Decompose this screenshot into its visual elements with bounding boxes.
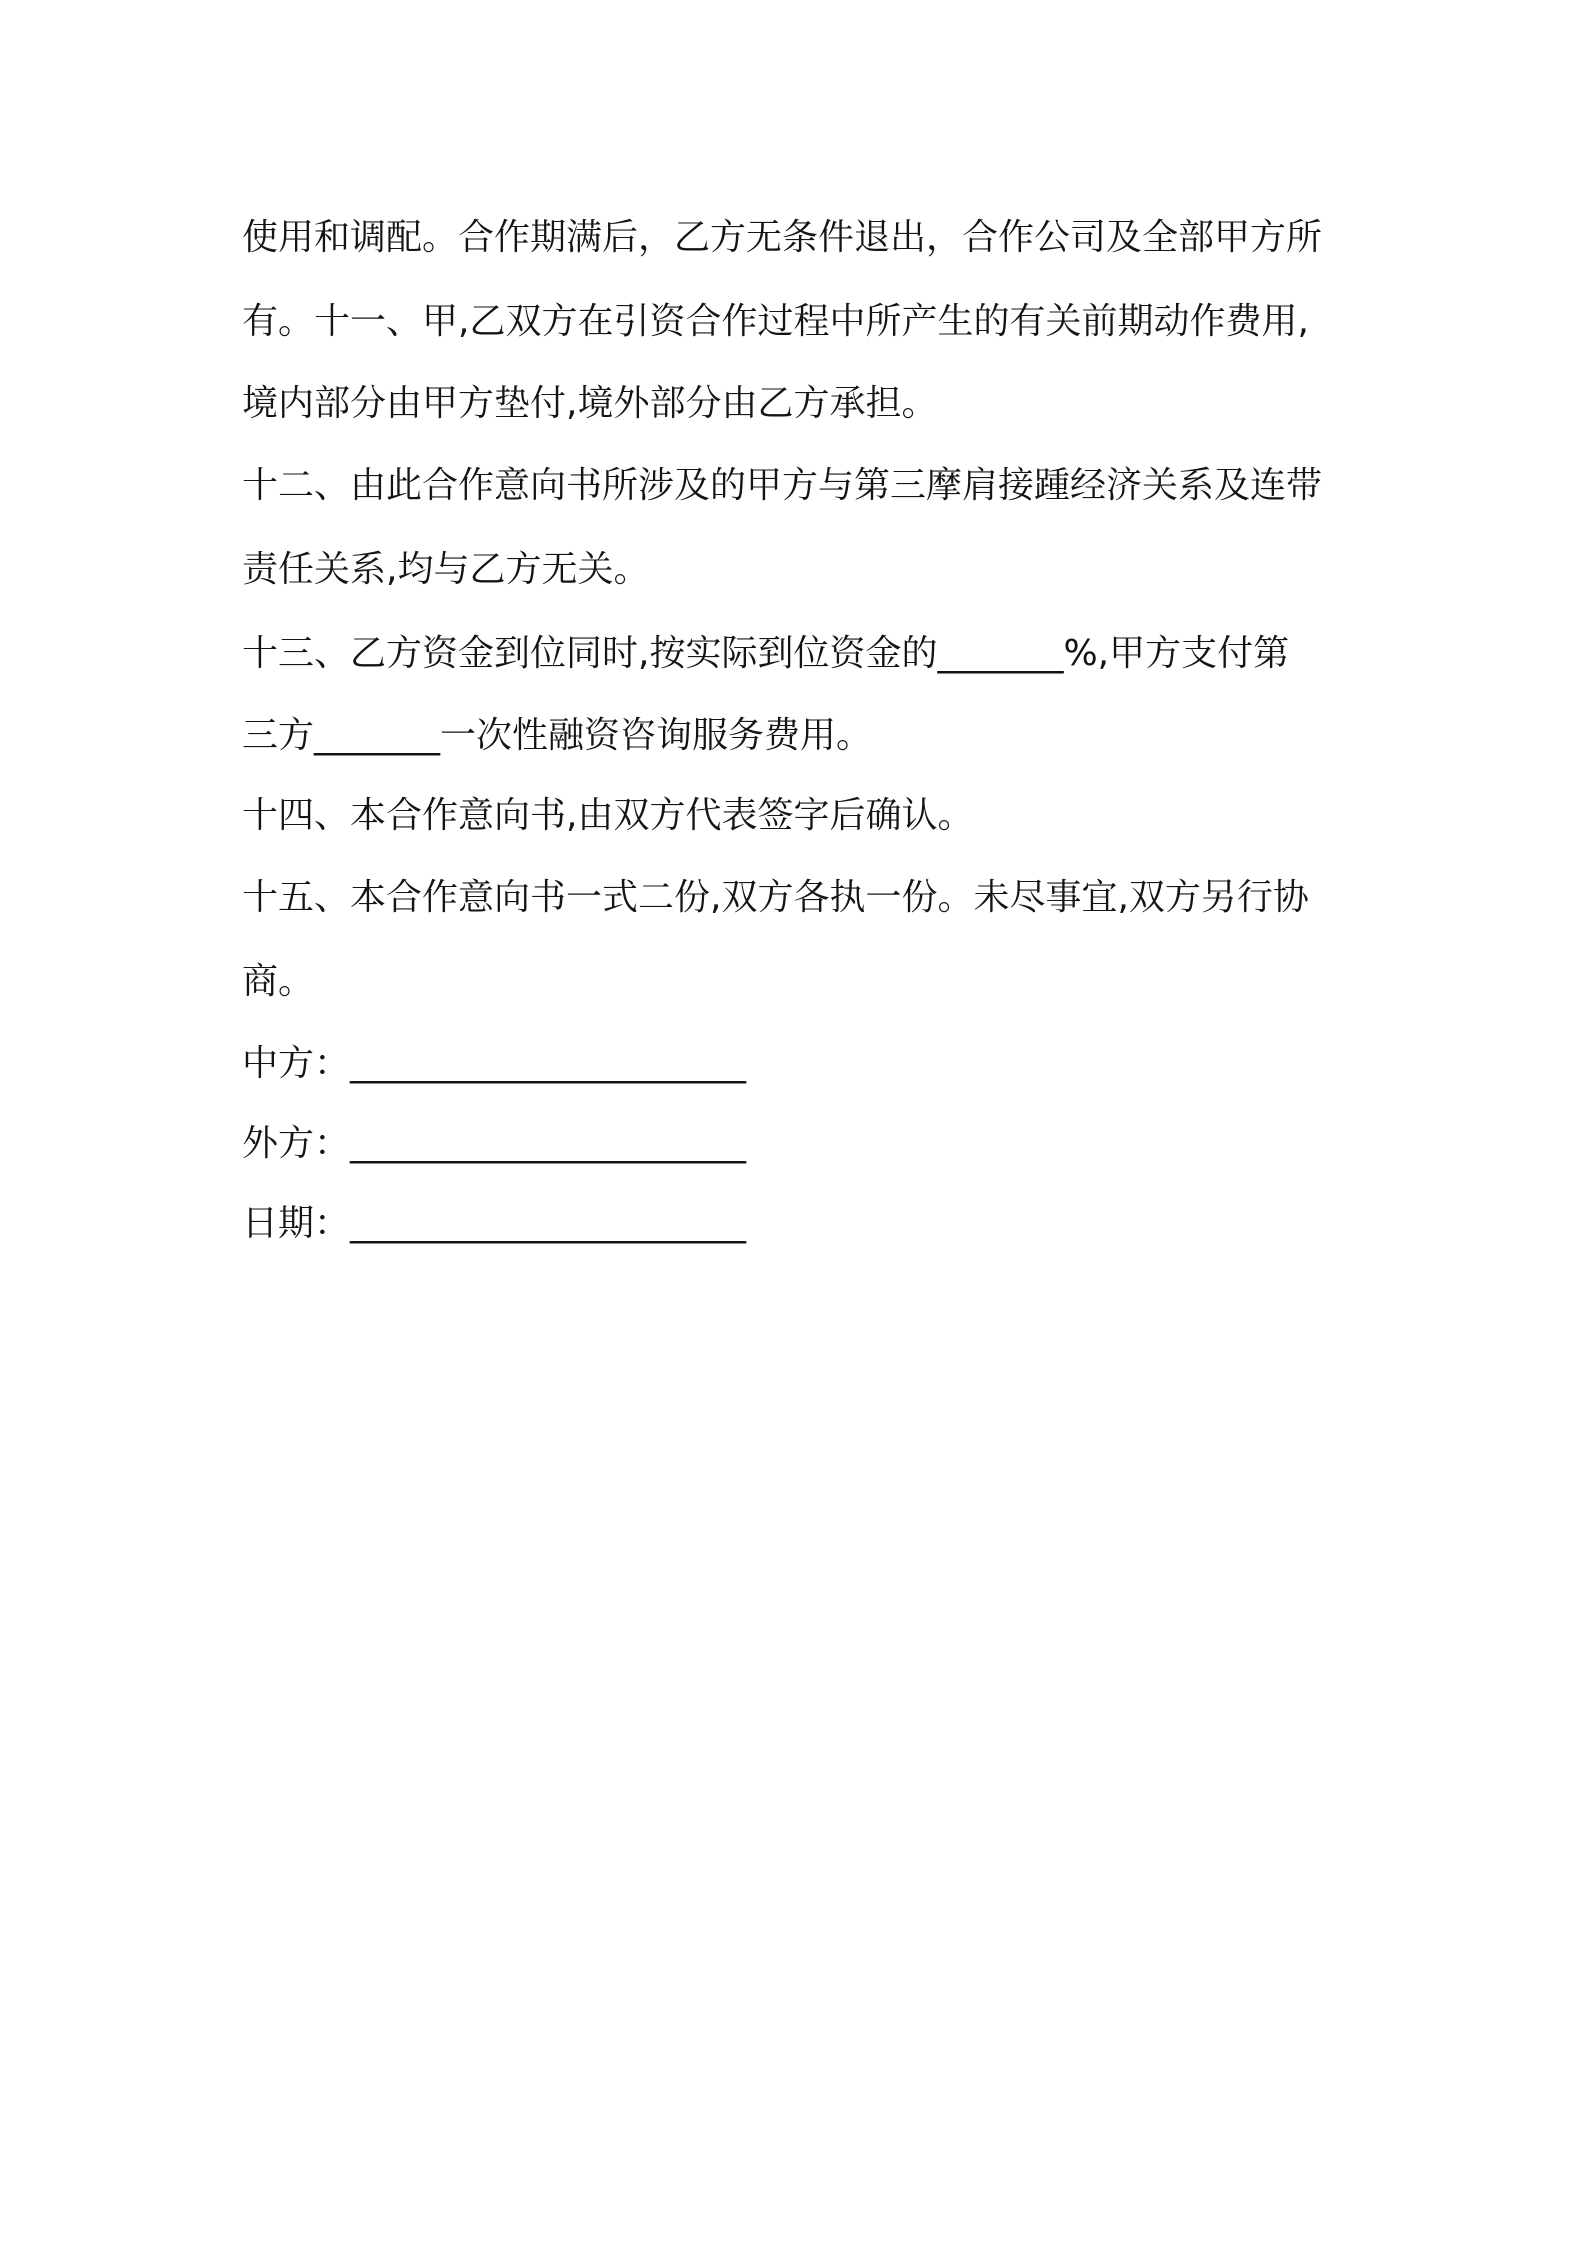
signature-date: 日期：______________________ bbox=[242, 1203, 747, 1244]
clause-13-line: 十三、乙方资金到位同时,按实际到位资金的_______%,甲方支付第 bbox=[242, 633, 1290, 674]
signature-foreign-party: 外方：______________________ bbox=[242, 1123, 747, 1164]
clause-13-line: 三方_______一次性融资咨询服务费用。 bbox=[242, 715, 873, 756]
paragraph-line: 境内部分由甲方垫付,境外部分由乙方承担。 bbox=[242, 383, 938, 424]
clause-14-line: 十四、本合作意向书,由双方代表签字后确认。 bbox=[242, 795, 974, 836]
signature-chinese-party: 中方：______________________ bbox=[242, 1043, 747, 1084]
clause-12-line: 责任关系,均与乙方无关。 bbox=[242, 549, 650, 590]
paragraph-line: 有。十一、甲,乙双方在引资合作过程中所产生的有关前期动作费用, bbox=[242, 301, 1309, 342]
clause-15-line: 十五、本合作意向书一式二份,双方各执一份。未尽事宜,双方另行协 bbox=[242, 877, 1309, 918]
paragraph-line: 使用和调配。合作期满后，乙方无条件退出，合作公司及全部甲方所 bbox=[242, 217, 1323, 258]
clause-15-line: 商。 bbox=[242, 961, 315, 1002]
clause-12-line: 十二、由此合作意向书所涉及的甲方与第三摩肩接踵经济关系及连带 bbox=[242, 465, 1323, 506]
document-body bbox=[242, 196, 1362, 1264]
